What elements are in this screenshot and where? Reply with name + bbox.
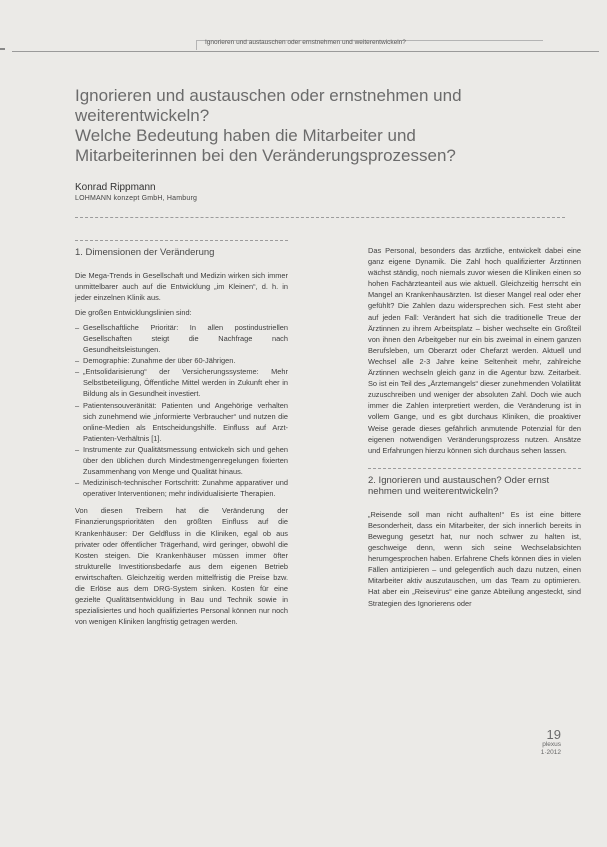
title-divider xyxy=(75,217,565,218)
issue-number: 1·2012 xyxy=(540,749,561,756)
journal-name: plexus xyxy=(542,741,561,748)
section-heading: 2. Ignorieren und austauschen? Oder ernst nehmen und weiterentwickeln? xyxy=(368,468,581,498)
left-column xyxy=(75,240,288,631)
list-item: – Demographie: Zunahme der über 60-Jährigen. xyxy=(75,355,288,366)
page-folio xyxy=(541,728,561,757)
author-affiliation: LOHMANN konzept GmbH, Hamburg xyxy=(75,195,198,202)
paragraph: Von diesen Treibern hat die Veränderung der Finanzierungsprioritäten den größten Einfluss auf die Krankenhäuser: Der Geldfluss in die Kliniken, egal ob aus privater oder öffentlicher Trägerhand, wird geringer, obwohl die Kosten steigen. Die Krankenhäuser müssen immer öfter strukturelle Investitionsbedarfe aus dem eigenen Betrieb erwirtschaften. Gleichzeitig werden mittelfristig die Preise bzw. die Erlöse aus dem DRG-System sinken. Kosten für eine gezielte Qualitätsentwicklung in Bau und Technik sowie in spezialisiertes und hoch qualifiziertes Personal können nur noch von wenigen Kliniken langfristig getragen werden. xyxy=(75,506,288,627)
article-title xyxy=(75,86,535,166)
crop-mark xyxy=(0,48,5,50)
paragraph: „Reisende soll man nicht aufhalten!“ Es ist eine bittere Besonderheit, dass ein Mitarbeiter, der sich innerlich bereits in Bewegung gesetzt hat, nur noch schwer zu halten ist, geschweige denn, wenn sich seine Wechselabsichten herumgesprochen haben. Erfahrene Chefs können dies in vielen Fällen antizipieren – und gelegentlich auch dazu nutzen, einen Mitarbeiter aktiv auszutauschen, um das Team zu optimieren. Hat aber ein „Reisevirus“ eine ganze Abteilung angesteckt, sind Strategien des Ignorierens oder xyxy=(368,509,581,608)
list-item: – Medizinisch-technischer Fortschritt: Zunahme apparativer und operativer Interventionen; mehr individualisierte Therapien. xyxy=(75,477,288,499)
paragraph: Das Personal, besonders das ärztliche, entwickelt dabei eine ganz eigene Dynamik. Die Zahl hoch qualifizierter Ärztinnen wächst ständig, noch niemals zuvor wiesen die Kliniken einen so hohen Fachärzteanteil aus wie aktuell. Gleichzeitig herrscht ein Mangel an Krankenhausärzten. Ist dieser Mangel real oder eher gefühlt? Die Zahlen dazu widersprechen sich. Fest steht aber auf jeden Fall: Verändert hat sich die traditionelle Treue der Ärztinnen zu ihrem Arbeitsplatz – bisher wechselte ein Großteil von ihnen den Arbeitgeber nur ein bis zweimal in einem ganzen Berufsleben, um Oberarzt oder Chefarzt werden. Aktuell und Wechsel alle 2-3 Jahre keine Seltenheit mehr, zahlreiche Ärztinnen wechseln gleich ganz in die Agentur bzw. Zeitarbeit. So ist ein Teil des „Ärztemangels“ dieser zunehmenden Volatilität zuzuschreiben und weniger der absoluten Zahl. Doch wie auch immer die Zahlen interpretiert werden, die Veränderung ist in vollem Gange, und es gibt durchaus Kliniken, die proaktiver Weise gerade dieses gefährlich anmutende Potenzial für den eigenen notwendigen Veränderungsprozess nutzen. Ansätze und Erfahrungen hierzu können sich durchaus sehen lassen. xyxy=(368,246,581,455)
right-column xyxy=(368,245,581,613)
paragraph: Die großen Entwicklungslinien sind: xyxy=(75,307,192,317)
author-name: Konrad Rippmann xyxy=(75,182,156,193)
trend-list xyxy=(75,322,288,500)
title-line: Welche Bedeutung haben die Mitarbeiter und xyxy=(75,126,416,145)
list-item: – „Entsolidarisierung“ der Versicherungssysteme: Mehr Selbstbeteiligung, Öffentliche Mittel werden in Zukunft eher in Bildung als in Gesundheit investiert. xyxy=(75,366,288,399)
header-rule xyxy=(12,51,599,52)
running-head: Ignorieren und austauschen oder ernstnehmen und weiterentwickeln? xyxy=(205,39,406,46)
list-item: – Gesellschaftliche Prioritär: In allen postindustriellen Gesellschaften steigt die Nachfrage nach Gesundheitsleistungen. xyxy=(75,322,288,355)
title-line: Mitarbeiterinnen bei den Veränderungsprozessen? xyxy=(75,146,456,165)
title-line: weiterentwickeln? xyxy=(75,106,210,125)
page-number: 19 xyxy=(546,727,561,742)
title-line: Ignorieren und austauschen oder ernstnehmen und xyxy=(75,86,462,105)
list-item: – Patientensouveränität: Patienten und Angehörige verhalten sich zunehmend wie „informierte Verbraucher“ und nutzen die online-Medien als Entscheidungshilfe. Einfluss auf Arzt-Patienten-Verhältnis [1]. xyxy=(75,400,288,444)
section-heading: 1. Dimensionen der Veränderung xyxy=(75,240,288,259)
paragraph: Die Mega-Trends in Gesellschaft und Medizin wirken sich immer unmittelbarer auch auf die Entwicklung „im Kleinen“, d. h. in jeder einzelnen Klinik aus. xyxy=(75,270,288,302)
list-item: – Instrumente zur Qualitätsmessung entwickeln sich und gehen über den üblichen durch Mindestmengenregelungen fixierten Zusammenhang von Menge und Qualität hinaus. xyxy=(75,444,288,477)
